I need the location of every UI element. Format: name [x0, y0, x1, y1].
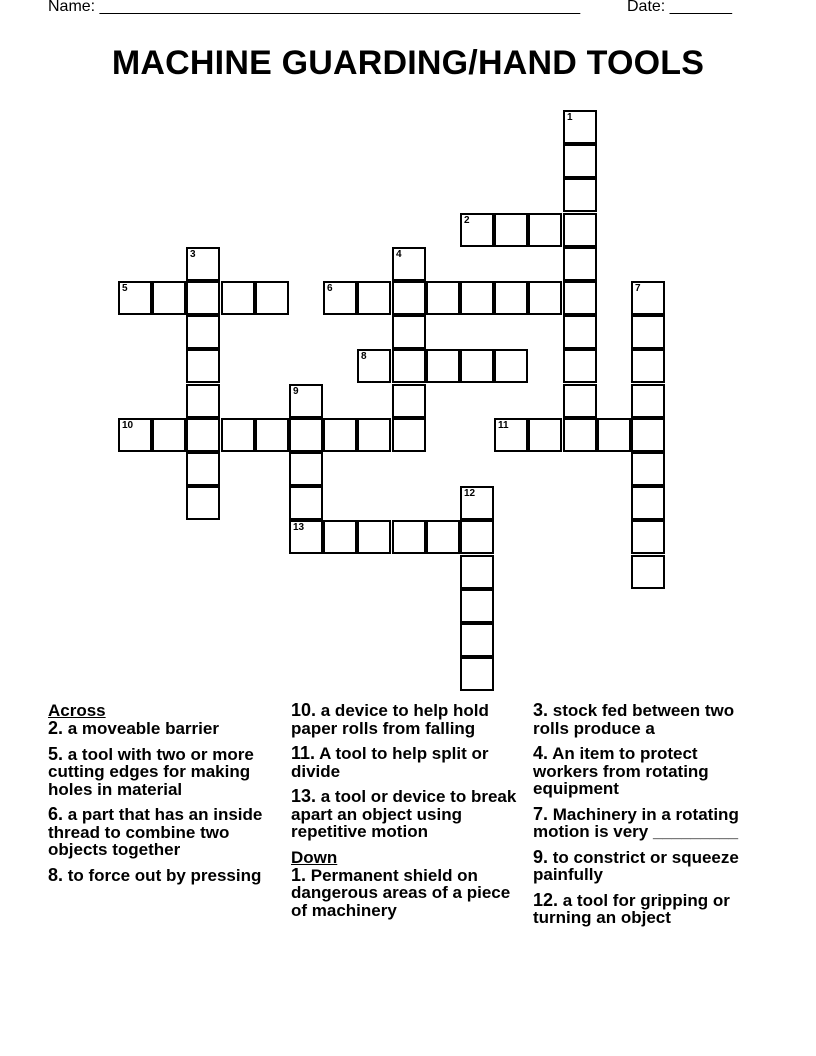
grid-cell[interactable] — [631, 281, 665, 315]
grid-cell[interactable] — [631, 486, 665, 520]
clue-column-2 — [291, 702, 523, 927]
clue-column-1 — [48, 702, 280, 892]
grid-cell[interactable] — [289, 486, 323, 520]
cell-number: 9 — [293, 386, 299, 397]
grid-cell[interactable] — [255, 418, 289, 452]
grid-cell[interactable] — [392, 247, 426, 281]
grid-cell[interactable] — [460, 555, 494, 589]
cell-number: 6 — [327, 283, 333, 294]
grid-cell[interactable] — [426, 349, 460, 383]
grid-cell[interactable] — [357, 520, 391, 554]
grid-cell[interactable] — [597, 418, 631, 452]
grid-cell[interactable] — [631, 520, 665, 554]
grid-cell[interactable] — [152, 418, 186, 452]
puzzle-title: MACHINE GUARDING/HAND TOOLS — [111, 44, 705, 82]
clue-across-13: 13. a tool or device to break apart an object using repetitive motion — [291, 786, 517, 841]
grid-cell[interactable] — [563, 178, 597, 212]
grid-cell[interactable] — [289, 384, 323, 418]
grid-cell[interactable] — [118, 418, 152, 452]
clue-across-10: 10. a device to help hold paper rolls from falling — [291, 700, 489, 738]
grid-cell[interactable] — [631, 452, 665, 486]
grid-cell[interactable] — [186, 418, 220, 452]
grid-cell[interactable] — [426, 281, 460, 315]
grid-cell[interactable] — [563, 247, 597, 281]
cell-number: 3 — [190, 249, 196, 260]
grid-cell[interactable] — [392, 384, 426, 418]
clue-down-12: 12. a tool for gripping or turning an object — [533, 889, 730, 927]
clue-column-3 — [533, 702, 765, 935]
grid-cell[interactable] — [323, 520, 357, 554]
grid-cell[interactable] — [563, 315, 597, 349]
grid-cell[interactable] — [323, 281, 357, 315]
grid-cell[interactable] — [323, 418, 357, 452]
grid-cell[interactable] — [494, 213, 528, 247]
grid-cell[interactable] — [460, 623, 494, 657]
grid-cell[interactable] — [631, 315, 665, 349]
grid-cell[interactable] — [563, 144, 597, 178]
cell-number: 12 — [464, 488, 476, 499]
grid-cell[interactable] — [392, 418, 426, 452]
grid-cell[interactable] — [186, 486, 220, 520]
grid-cell[interactable] — [563, 349, 597, 383]
grid-cell[interactable] — [563, 213, 597, 247]
grid-cell[interactable] — [494, 349, 528, 383]
grid-cell[interactable] — [528, 281, 562, 315]
cell-number: 11 — [498, 420, 509, 431]
grid-cell[interactable] — [186, 452, 220, 486]
grid-cell[interactable] — [221, 418, 255, 452]
grid-cell[interactable] — [631, 384, 665, 418]
clue-down-3: 3. stock fed between two rolls produce a — [533, 700, 735, 738]
clue-down-1: 1. Permanent shield on dangerous areas of a piece of machinery — [291, 864, 511, 920]
grid-cell[interactable] — [186, 315, 220, 349]
grid-cell[interactable] — [392, 349, 426, 383]
grid-cell[interactable] — [186, 281, 220, 315]
name-field: Name: ______________________________________________________ — [48, 0, 581, 15]
grid-cell[interactable] — [289, 452, 323, 486]
grid-cell[interactable] — [357, 281, 391, 315]
clue-down-4: 4. An item to protect workers from rotating equipment — [533, 743, 709, 798]
cell-number: 10 — [122, 420, 134, 431]
grid-cell[interactable] — [426, 520, 460, 554]
grid-cell[interactable] — [563, 384, 597, 418]
grid-cell[interactable] — [186, 384, 220, 418]
grid-cell[interactable] — [460, 589, 494, 623]
grid-cell[interactable] — [460, 486, 494, 520]
grid-cell[interactable] — [289, 520, 323, 554]
grid-cell[interactable] — [152, 281, 186, 315]
grid-cell[interactable] — [494, 418, 528, 452]
grid-cell[interactable] — [528, 213, 562, 247]
grid-cell[interactable] — [563, 281, 597, 315]
grid-cell[interactable] — [357, 349, 391, 383]
grid-cell[interactable] — [563, 110, 597, 144]
cell-number: 8 — [361, 351, 367, 362]
cell-number: 7 — [635, 283, 641, 294]
clue-down-9: 9. to constrict or squeeze painfully — [533, 846, 739, 884]
grid-cell[interactable] — [494, 281, 528, 315]
grid-cell[interactable] — [528, 418, 562, 452]
grid-cell[interactable] — [186, 247, 220, 281]
down-heading: Down — [291, 847, 338, 867]
clue-across-6: 6. a part that has an inside thread to combine two objects together — [48, 804, 263, 859]
grid-cell[interactable] — [357, 418, 391, 452]
cell-number: 5 — [122, 283, 128, 294]
cell-number: 4 — [396, 249, 402, 260]
across-heading: Across — [48, 701, 106, 720]
cell-number: 1 — [567, 112, 573, 123]
clue-across-2: 2. a moveable barrier — [48, 718, 219, 738]
grid-cell[interactable] — [118, 281, 152, 315]
grid-cell[interactable] — [563, 418, 597, 452]
grid-cell[interactable] — [255, 281, 289, 315]
clue-across-8: 8. to force out by pressing — [48, 864, 262, 885]
clue-down-7: 7. Machinery in a rotating motion is very _________ — [533, 803, 739, 841]
grid-cell[interactable] — [631, 349, 665, 383]
grid-cell[interactable] — [460, 281, 494, 315]
grid-cell[interactable] — [631, 555, 665, 589]
grid-cell[interactable] — [186, 349, 220, 383]
grid-cell[interactable] — [392, 315, 426, 349]
grid-cell[interactable] — [460, 520, 494, 554]
grid-cell[interactable] — [460, 213, 494, 247]
clue-across-5: 5. a tool with two or more cutting edges for making holes in material — [48, 743, 254, 799]
clue-across-11: 11. A tool to help split or divide — [291, 743, 489, 781]
grid-cell[interactable] — [460, 349, 494, 383]
grid-cell[interactable] — [392, 281, 426, 315]
cell-number: 2 — [464, 215, 470, 226]
grid-cell[interactable] — [631, 418, 665, 452]
grid-cell[interactable] — [289, 418, 323, 452]
grid-cell[interactable] — [392, 520, 426, 554]
date-field: Date: _______ — [627, 0, 732, 15]
grid-cell[interactable] — [460, 657, 494, 691]
cell-number: 13 — [293, 522, 305, 533]
grid-cell[interactable] — [221, 281, 255, 315]
